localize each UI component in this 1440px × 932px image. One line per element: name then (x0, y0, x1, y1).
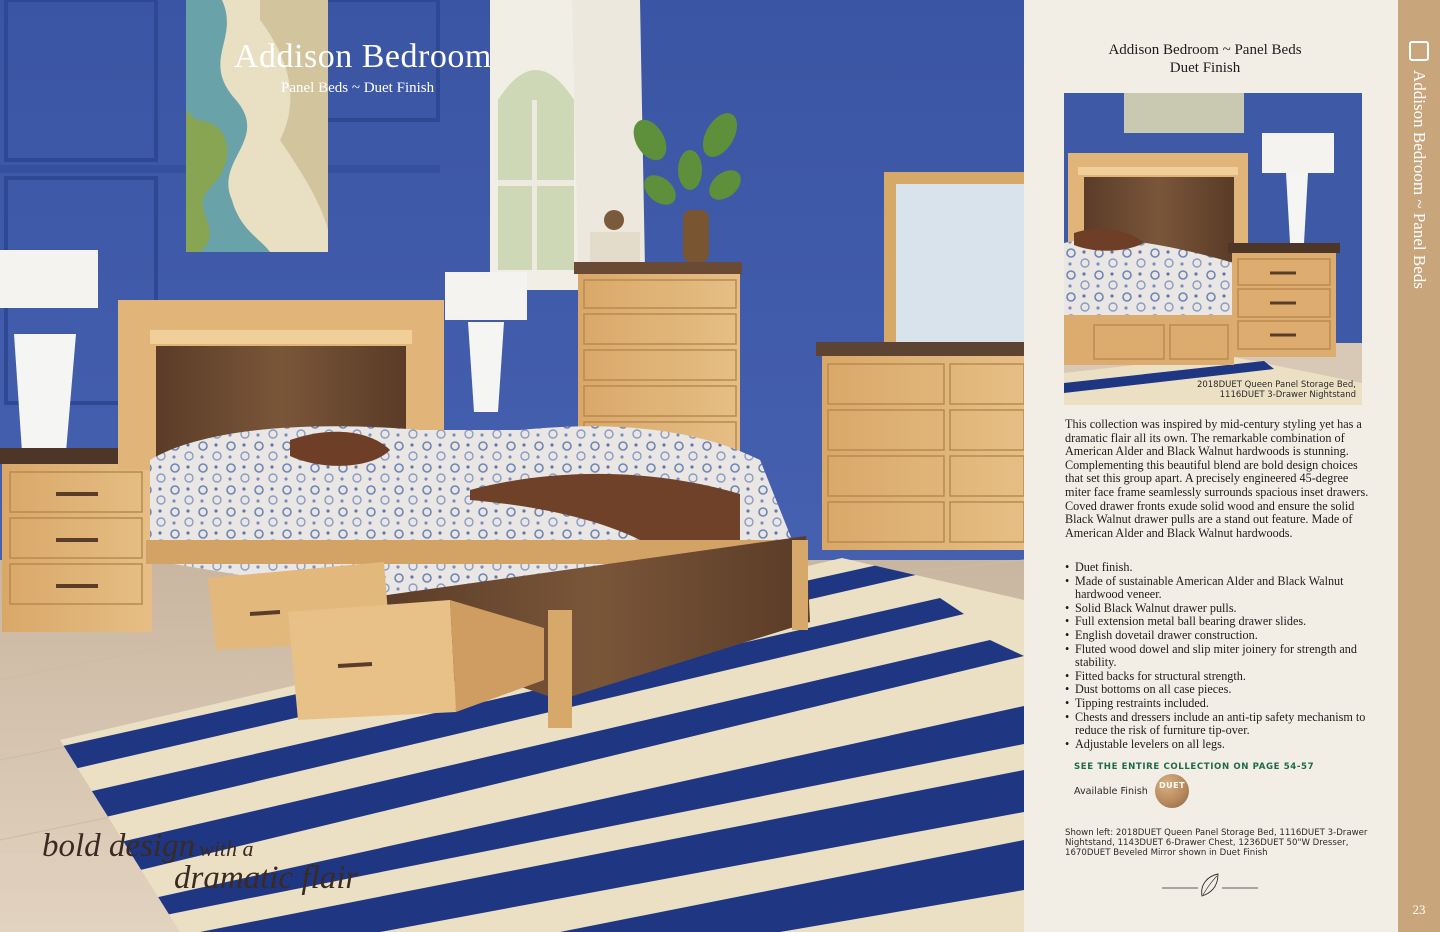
feature-item: • Fluted wood dowel and slip miter joinery for strength and stability. (1065, 643, 1375, 670)
hero-title: Addison Bedroom (234, 38, 492, 75)
page-number: 23 (1412, 902, 1426, 917)
tagline-line-2: dramatic flair (174, 860, 359, 896)
side-tab (1398, 0, 1440, 932)
page-heading-line-2: Duet Finish (1169, 60, 1241, 76)
feature-list (1065, 561, 1375, 751)
finish-swatch-label: DUET (1158, 781, 1186, 790)
thumbnail-caption-line-1: 2018DUET Queen Panel Storage Bed, (1196, 380, 1356, 390)
feature-item: • Adjustable levelers on all legs. (1065, 738, 1375, 752)
thumbnail-caption (1197, 380, 1356, 400)
tagline-bold: bold design (42, 828, 196, 864)
shown-left-caption: Shown left: 2018DUET Queen Panel Storage Bed, 1116DUET 3-Drawer Nightstand, 1143DUET 6-Drawer Chest, 1236DUET 50"W Dresser, 1670DUET Beveled Mirror shown in Duet Finish (1065, 828, 1368, 858)
hero-subtitle: Panel Beds ~ Duet Finish (281, 80, 435, 96)
feature-item: • Tipping restraints included. (1065, 697, 1375, 711)
page-heading-line-1: Addison Bedroom ~ Panel Beds (1108, 42, 1302, 58)
feature-item: • Chests and dressers include an anti-tip safety mechanism to reduce the risk of furniture tip-over. (1065, 711, 1375, 738)
feature-item: • English dovetail drawer construction. (1065, 629, 1375, 643)
thumbnail-caption-line-2: 1116DUET 3-Drawer Nightstand (1219, 390, 1356, 400)
side-tab-title: Addison Bedroom ~ Panel Beds (1410, 70, 1429, 289)
feature-item: • Made of sustainable American Alder and Black Walnut hardwood veneer. (1065, 575, 1375, 602)
finish-swatch-duet (1155, 774, 1189, 808)
feature-item: • Duet finish. (1065, 561, 1375, 575)
product-page (1024, 0, 1398, 932)
feature-item: • Fitted backs for structural strength. (1065, 670, 1375, 684)
feature-item: • Dust bottoms on all case pieces. (1065, 683, 1375, 697)
see-collection-link[interactable]: SEE THE ENTIRE COLLECTION ON PAGE 54-57 (1074, 762, 1315, 772)
brand-logo-icon (1409, 41, 1429, 61)
feature-item: • Solid Black Walnut drawer pulls. (1065, 602, 1375, 616)
bed-nightstand-photo (1064, 93, 1362, 405)
product-thumbnail-image (1064, 93, 1362, 405)
leaf-ornament-icon (1162, 870, 1258, 900)
collection-description: This collection was inspired by mid-century styling yet has a dramatic flair all its own. The remarkable combination of American Alder and Black Walnut hardwoods is stunning. Complementing this beautiful blend are bold design choices that set this group apart. A precisely engineered 45-degree miter face frame seamlessly surrounds spacious inset drawers. Coved drawer fronts exude solid wood and ensure the solid Black Walnut drawer pulls are a stand out feature. Made of American Alder and Black Walnut hardwoods. (1065, 417, 1369, 540)
available-finish-label: Available Finish (1074, 786, 1148, 797)
tagline-small: with a (199, 836, 254, 861)
feature-item: • Full extension metal ball bearing drawer slides. (1065, 615, 1375, 629)
page-heading (1024, 41, 1386, 77)
